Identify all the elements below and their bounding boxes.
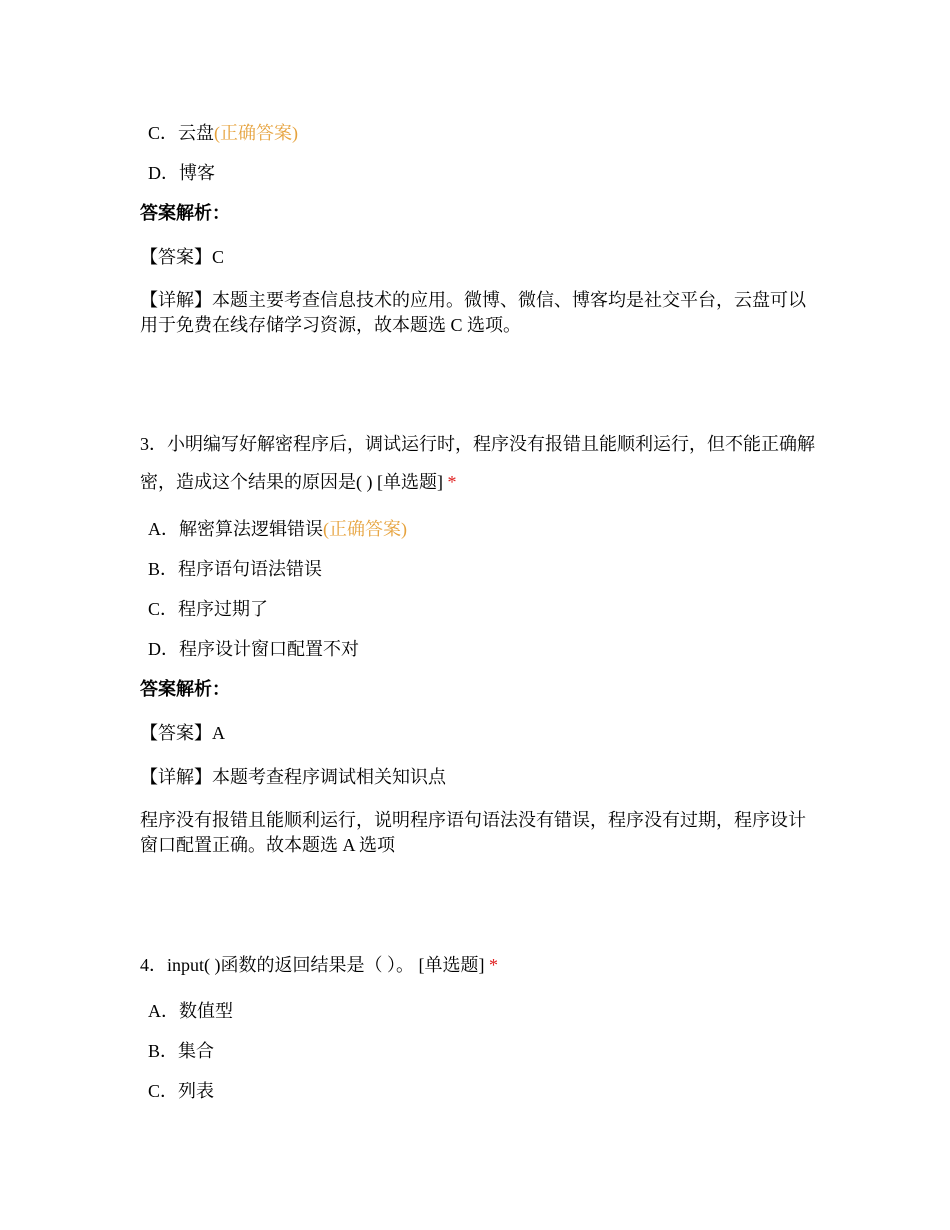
q4-option-b	[148, 1040, 214, 1062]
q4-option-c	[148, 1080, 214, 1102]
option-text: 程序设计窗口配置不对	[179, 639, 359, 659]
q3-answer: 【答案】A	[140, 723, 225, 743]
option-text: 集合	[178, 1041, 215, 1061]
option-text: 程序过期了	[178, 599, 269, 619]
q3-option-a	[148, 518, 407, 540]
option-letter: A．	[148, 1001, 179, 1021]
option-letter: A．	[148, 519, 179, 539]
q2-option-d	[148, 162, 215, 184]
correct-answer-label: (正确答案)	[214, 123, 299, 143]
q2-detail: 【详解】本题主要考查信息技术的应用。微博、微信、博客均是社交平台，云盘可以用于免费在线存储学习资源，故本题选 C 选项。	[140, 290, 806, 335]
correct-answer-label: (正确答案)	[323, 519, 407, 539]
option-text: 解密算法逻辑错误	[179, 519, 323, 539]
option-text: 程序语句语法错误	[178, 559, 323, 579]
q3-option-c	[148, 598, 268, 620]
q2-analysis-heading: 答案解析：	[140, 203, 230, 223]
q2-option-c	[148, 122, 298, 144]
option-text: 列表	[178, 1081, 215, 1101]
q2-answer: 【答案】C	[140, 247, 225, 267]
q3-option-d	[148, 638, 359, 660]
option-text: 博客	[179, 163, 215, 183]
option-letter: B．	[148, 1041, 179, 1061]
option-letter: B．	[148, 559, 179, 579]
question-text: 4．input( )函数的返回结果是（ ）。 [单选题]	[140, 955, 485, 975]
q3-question	[140, 425, 820, 501]
q3-detail: 【详解】本题考查程序调试相关知识点	[140, 767, 446, 787]
required-mark: *	[488, 955, 498, 975]
q3-explanation: 程序没有报错且能顺利运行，说明程序语句语法没有错误，程序没有过期，程序设计窗口配置正确。故本题选 A 选项	[140, 810, 806, 855]
option-letter: D．	[148, 163, 179, 183]
q4-option-a	[148, 1000, 233, 1022]
option-text: 数值型	[179, 1001, 233, 1021]
option-letter: C．	[148, 123, 179, 143]
option-letter: C．	[148, 599, 179, 619]
q3-option-b	[148, 558, 322, 580]
required-mark: *	[447, 472, 457, 492]
option-text: 云盘	[178, 123, 215, 143]
option-letter: D．	[148, 639, 179, 659]
question-text: 3．小明编写好解密程序后，调试运行时，程序没有报错且能顺利运行，但不能正确解密，造成这个结果的原因是( ) [单选题]	[140, 434, 815, 492]
q4-question	[140, 954, 498, 976]
option-letter: C．	[148, 1081, 179, 1101]
q3-analysis-heading: 答案解析：	[140, 679, 230, 699]
